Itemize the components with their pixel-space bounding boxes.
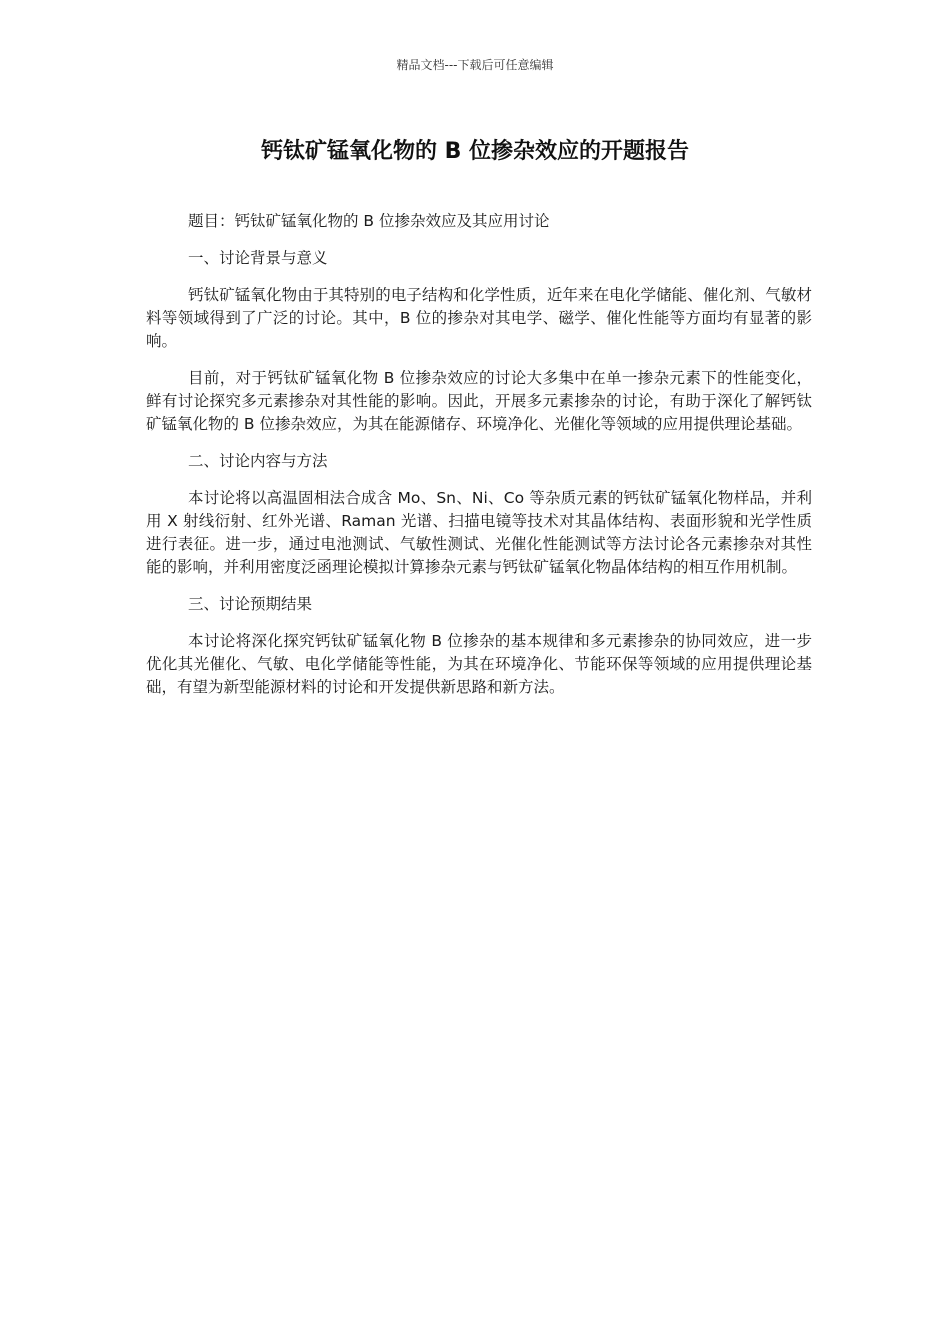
section-heading-results: 三、讨论预期结果	[188, 595, 313, 613]
section-heading-methods: 二、讨论内容与方法	[188, 452, 328, 470]
topic-line: 题目：钙钛矿锰氧化物的 B 位掺杂效应及其应用讨论	[188, 212, 550, 230]
paragraph-background-1: 钙钛矿锰氧化物由于其特别的电子结构和化学性质，近年来在电化学储能、催化剂、气敏材料等领域得到了广泛的讨论。其中，B 位的掺杂对其电学、磁学、催化性能等方面均有显著的影响。	[146, 286, 812, 350]
paragraph-methods-1: 本讨论将以高温固相法合成含 Mo、Sn、Ni、Co 等杂质元素的钙钛矿锰氧化物样品，并利用 X 射线衍射、红外光谱、Raman 光谱、扫描电镜等技术对其晶体结构、表面形貌和光学性质进行表征。进一步，通过电池测试、气敏性测试、光催化性能测试等方法讨论各元素掺杂对其性能的影响，并利用密度泛函理论模拟计算掺杂元素与钙钛矿锰氧化物晶体结构的相互作用机制。	[146, 489, 812, 576]
paragraph-background-2: 目前，对于钙钛矿锰氧化物 B 位掺杂效应的讨论大多集中在单一掺杂元素下的性能变化，鲜有讨论探究多元素掺杂对其性能的影响。因此，开展多元素掺杂的讨论，有助于深化了解钙钛矿锰氧化物的 B 位掺杂效应，为其在能源储存、环境净化、光催化等领域的应用提供理论基础。	[146, 369, 812, 433]
document-body	[146, 210, 812, 699]
section-heading-background: 一、讨论背景与意义	[188, 249, 328, 267]
paragraph-results-1: 本讨论将深化探究钙钛矿锰氧化物 B 位掺杂的基本规律和多元素掺杂的协同效应，进一步优化其光催化、气敏、电化学储能等性能，为其在环境净化、节能环保等领域的应用提供理论基础，有望为新型能源材料的讨论和开发提供新思路和新方法。	[146, 632, 812, 696]
document-title: 钙钛矿锰氧化物的 B 位掺杂效应的开题报告	[260, 139, 690, 164]
header-note: 精品文档---下载后可任意编辑	[396, 58, 554, 72]
